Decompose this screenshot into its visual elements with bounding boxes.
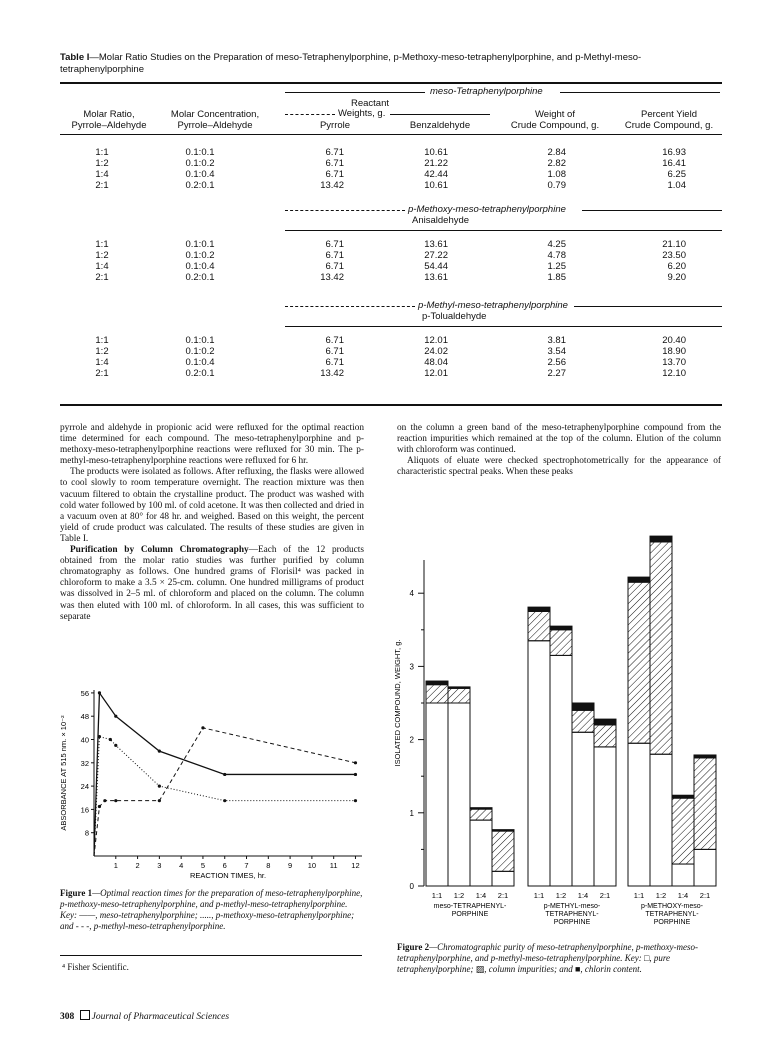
sec3-bottom-rule bbox=[285, 326, 722, 327]
table-cell-conc: 0.1:0.2 bbox=[185, 158, 215, 169]
table-cell-aldehyde: 24.02 bbox=[424, 346, 448, 357]
bar-chlorin bbox=[572, 703, 594, 710]
left-para-2: The products were isolated as follows. After refluxing, the flasks were allowed to cool slowly to room temperature overnight. The reaction mixture was then vacuum filtered to obtain the crystalline product. The product was washed with cold water followed by 100 ml. of cold acetone. It was then collected and dried in a vacuum oven at 80° for 48 hr. and weighed. Based on this weight, the percent yield of crude product was calculated. The results of these studies are given in Table I. bbox=[60, 467, 364, 544]
x-tick-label: 6 bbox=[222, 861, 227, 870]
table-cell-pyrrole: 13.42 bbox=[320, 272, 344, 283]
col-benzaldehyde: Benzaldehyde bbox=[409, 120, 471, 131]
x-tick-label: 2 bbox=[135, 861, 140, 870]
bar-chlorin bbox=[694, 755, 716, 758]
table-cell-yield: 12.10 bbox=[662, 368, 686, 379]
bar-chlorin bbox=[650, 536, 672, 542]
table-cell-aldehyde: 10.61 bbox=[424, 147, 448, 158]
table-cell-weight: 2.82 bbox=[547, 158, 566, 169]
table-cell-weight: 2.27 bbox=[547, 368, 566, 379]
series-line-dotted bbox=[94, 737, 355, 856]
y-axis-title: ABSORBANCE AT 515 nm. × 10⁻² bbox=[59, 715, 68, 831]
table-cell-conc: 0.1:0.1 bbox=[185, 335, 215, 346]
category-label: 1:4 bbox=[475, 891, 487, 900]
table-cell-aldehyde: 13.61 bbox=[424, 239, 448, 250]
table-cell-aldehyde: 12.01 bbox=[424, 335, 448, 346]
col-conc-2: Pyrrole–Aldehyde bbox=[177, 120, 253, 131]
data-point bbox=[354, 761, 357, 764]
table-cell-yield: 13.70 bbox=[662, 357, 686, 368]
y-tick-label: 16 bbox=[80, 805, 89, 815]
page-number: 308 bbox=[60, 1012, 75, 1022]
table-cell-weight: 2.84 bbox=[547, 147, 566, 158]
section-heading-purification: Purification by Column Chromatography bbox=[70, 545, 249, 556]
group-label: p-METHYL-meso- bbox=[543, 903, 601, 910]
table-cell-ratio: 1:1 bbox=[95, 335, 109, 346]
figure-2-chart bbox=[378, 500, 724, 945]
table-cell-aldehyde: 48.04 bbox=[424, 357, 448, 368]
data-point bbox=[98, 735, 101, 738]
bar-pure bbox=[650, 754, 672, 886]
table-cell-aldehyde: 42.44 bbox=[424, 169, 448, 180]
bar-chlorin bbox=[550, 626, 572, 630]
bar-chlorin bbox=[672, 795, 694, 798]
figure-1-chart bbox=[56, 688, 370, 888]
table-cell-ratio: 1:2 bbox=[95, 158, 109, 169]
table-caption bbox=[60, 52, 720, 76]
sec2-rule-right bbox=[582, 210, 722, 211]
table-cell-ratio: 1:2 bbox=[95, 346, 109, 357]
data-point bbox=[158, 785, 161, 788]
table-cell-pyrrole: 6.71 bbox=[325, 169, 344, 180]
table-cell-conc: 0.1:0.2 bbox=[185, 346, 215, 357]
table-cell-ratio: 2:1 bbox=[95, 272, 109, 283]
y-tick-label: 8 bbox=[84, 828, 89, 838]
figure-1-caption-text: —Optimal reaction times for the preparation of meso-tetraphenylporphine, p-methoxy-meso-tetraphenylporphine, and p-methyl-meso-tetraphenylporphine. Key: ——, meso-tetraphenylporphine; ....., p-methoxy-meso-tetraphenylporphine; and - - -, p-methyl-meso-tetraphenylporphine. bbox=[60, 888, 363, 931]
table-cell-yield: 6.25 bbox=[667, 169, 686, 180]
category-label: 2:1 bbox=[599, 891, 611, 900]
col-conc-1: Molar Concentration, bbox=[170, 109, 260, 120]
group-label: PORPHINE bbox=[553, 919, 591, 926]
data-point bbox=[98, 805, 101, 808]
table-cell-weight: 0.79 bbox=[547, 180, 566, 191]
bar-chlorin bbox=[470, 808, 492, 809]
category-label: 1:2 bbox=[655, 891, 667, 900]
data-point bbox=[201, 726, 204, 729]
table-cell-conc: 0.1:0.4 bbox=[185, 357, 215, 368]
table-cell-conc: 0.2:0.1 bbox=[185, 272, 215, 283]
col-weight-2: Crude Compound, g. bbox=[510, 120, 600, 131]
sec2-bottom-rule bbox=[285, 230, 722, 231]
bar-pure bbox=[426, 703, 448, 886]
data-point bbox=[354, 799, 357, 802]
x-tick-label: 9 bbox=[288, 861, 293, 870]
journal-name: Journal of Pharmaceutical Sciences bbox=[91, 1012, 230, 1022]
x-tick-label: 10 bbox=[307, 861, 317, 870]
table-cell-aldehyde: 10.61 bbox=[424, 180, 448, 191]
table-cell-yield: 6.20 bbox=[667, 261, 686, 272]
reactant-label: Reactant bbox=[350, 98, 390, 109]
data-point bbox=[98, 691, 101, 694]
section-title-methyl: p-Methyl-meso-tetraphenylporphine bbox=[418, 300, 568, 311]
table-cell-yield: 16.93 bbox=[662, 147, 686, 158]
bar-pure bbox=[492, 871, 514, 886]
page-footer bbox=[60, 1010, 229, 1022]
table-top-rule bbox=[60, 82, 722, 84]
table-cell-ratio: 1:1 bbox=[95, 239, 109, 250]
sec2-rule-left bbox=[285, 210, 405, 211]
figure-2-label: Figure 2 bbox=[397, 942, 430, 952]
table-cell-aldehyde: 13.61 bbox=[424, 272, 448, 283]
bar-impurities bbox=[550, 630, 572, 656]
y-tick-label: 24 bbox=[80, 782, 89, 792]
left-para-1: pyrrole and aldehyde in propionic acid were refluxed for the optimal reaction time determined for each compound. The meso-tetraphenylporphine and p-methoxy-meso-tetraphenylporphine reactions were refluxed for 30 min. The p-methyl-meso-tetraphenylporphine reactions were refluxed for 6 hr. bbox=[60, 423, 364, 467]
bar-chlorin bbox=[492, 830, 514, 831]
table-cell-weight: 2.56 bbox=[547, 357, 566, 368]
sec3-rule-right bbox=[574, 306, 722, 307]
table-cell-weight: 1.85 bbox=[547, 272, 566, 283]
bar-pure bbox=[550, 655, 572, 886]
bar-impurities bbox=[470, 809, 492, 820]
bar-impurities bbox=[448, 688, 470, 703]
category-label: 1:1 bbox=[431, 891, 443, 900]
bar-impurities bbox=[694, 758, 716, 850]
category-label: 2:1 bbox=[699, 891, 711, 900]
bar-chlorin bbox=[628, 577, 650, 582]
table-cell-conc: 0.1:0.1 bbox=[185, 239, 215, 250]
footnote-rule bbox=[60, 955, 362, 956]
group-label: PORPHINE bbox=[653, 919, 691, 926]
table-caption-text: —Molar Ratio Studies on the Preparation of meso-Tetraphenylporphine, p-Methoxy-meso-tetraphenylporphine, and p-Methyl-meso-tetraphenylporphine bbox=[60, 52, 642, 75]
table-cell-aldehyde: 12.01 bbox=[424, 368, 448, 379]
figure-2-caption-text: —Chromatographic purity of meso-tetraphenylporphine, p-methoxy-meso-tetraphenylporphine, and p-methyl-meso-tetraphenylporphine. Key: □, pure tetraphenylporphine; ▨, column impurities; and ■, chlorin content. bbox=[397, 942, 698, 974]
bar-impurities bbox=[528, 612, 550, 641]
bar-impurities bbox=[650, 542, 672, 754]
group-label: TETRAPHENYL- bbox=[545, 911, 599, 918]
table-cell-weight: 1.25 bbox=[547, 261, 566, 272]
figure-2-caption bbox=[397, 942, 721, 975]
bar-impurities bbox=[492, 831, 514, 871]
group-label: PORPHINE bbox=[451, 911, 489, 918]
table-cell-pyrrole: 6.71 bbox=[325, 147, 344, 158]
col-ratio-2: Pyrrole–Aldehyde bbox=[71, 120, 147, 131]
right-para-1: on the column a green band of the meso-tetraphenylporphine compound from the reaction impurities which remained at the top of the column. Elution of the column with chloroform was continued. bbox=[397, 423, 721, 456]
x-tick-label: 4 bbox=[179, 861, 184, 870]
bar-impurities bbox=[594, 725, 616, 747]
group-label: TETRAPHENYL- bbox=[645, 911, 699, 918]
col-yield-2: Crude Compound, g. bbox=[624, 120, 714, 131]
weights-label: Weights, g. bbox=[338, 108, 386, 119]
table-cell-aldehyde: 21.22 bbox=[424, 158, 448, 169]
table-cell-yield: 16.41 bbox=[662, 158, 686, 169]
y-tick-label: 2 bbox=[409, 735, 414, 745]
table-cell-conc: 0.2:0.1 bbox=[185, 180, 215, 191]
category-label: 1:1 bbox=[533, 891, 545, 900]
y-tick-label: 48 bbox=[80, 712, 89, 722]
y-tick-label: 3 bbox=[409, 662, 414, 672]
x-tick-label: 8 bbox=[266, 861, 271, 870]
data-point bbox=[114, 744, 117, 747]
data-point bbox=[223, 773, 226, 776]
table-cell-pyrrole: 13.42 bbox=[320, 368, 344, 379]
category-label: 1:1 bbox=[633, 891, 645, 900]
table-cell-weight: 4.25 bbox=[547, 239, 566, 250]
weights-rule-right bbox=[390, 114, 490, 115]
category-label: 1:4 bbox=[577, 891, 589, 900]
footnote: ⁴ Fisher Scientific. bbox=[62, 962, 129, 972]
journal-box-icon bbox=[80, 1010, 90, 1020]
group-label: p-METHOXY-meso- bbox=[641, 903, 703, 910]
group-rule-right bbox=[560, 92, 720, 93]
table-cell-conc: 0.2:0.1 bbox=[185, 368, 215, 379]
bar-impurities bbox=[672, 798, 694, 864]
section-title-methoxy: p-Methoxy-meso-tetraphenylporphine bbox=[408, 204, 566, 215]
bar-impurities bbox=[426, 685, 448, 703]
weights-rule-left bbox=[285, 114, 335, 115]
data-point bbox=[354, 773, 357, 776]
table-cell-conc: 0.1:0.1 bbox=[185, 147, 215, 158]
table-cell-pyrrole: 6.71 bbox=[325, 261, 344, 272]
col-weight-1: Weight of bbox=[535, 109, 575, 120]
table-cell-weight: 3.54 bbox=[547, 346, 566, 357]
table-cell-conc: 0.1:0.4 bbox=[185, 169, 215, 180]
data-point bbox=[109, 738, 112, 741]
table-cell-pyrrole: 6.71 bbox=[325, 158, 344, 169]
bar-pure bbox=[628, 743, 650, 886]
bar-impurities bbox=[628, 582, 650, 743]
col-ratio-1: Molar Ratio, bbox=[83, 109, 135, 120]
bar-impurities bbox=[572, 710, 594, 732]
group-label: meso-TETRAPHENYL- bbox=[433, 903, 507, 910]
table-cell-aldehyde: 27.22 bbox=[424, 250, 448, 261]
x-tick-label: 12 bbox=[351, 861, 360, 870]
data-point bbox=[114, 799, 117, 802]
group-rule-left bbox=[285, 92, 425, 93]
bar-pure bbox=[572, 732, 594, 886]
series-line-dashed bbox=[94, 728, 355, 856]
data-point bbox=[158, 799, 161, 802]
right-para-2: Aliquots of eluate were checked spectrophotometrically for the appearance of characteristic spectral peaks. When these peaks bbox=[397, 456, 721, 478]
table-cell-yield: 1.04 bbox=[667, 180, 686, 191]
bar-chlorin bbox=[426, 681, 448, 685]
sec3-rule-left bbox=[285, 306, 415, 307]
bar-pure bbox=[694, 849, 716, 886]
group-header: meso-Tetraphenylporphine bbox=[430, 86, 543, 97]
y-tick-label: 1 bbox=[409, 808, 414, 818]
x-tick-label: 11 bbox=[329, 861, 338, 870]
data-point bbox=[114, 715, 117, 718]
table-cell-conc: 0.1:0.4 bbox=[185, 261, 215, 272]
x-tick-label: 1 bbox=[113, 861, 118, 870]
x-tick-label: 7 bbox=[244, 861, 249, 870]
table-cell-aldehyde: 54.44 bbox=[424, 261, 448, 272]
x-axis-title: REACTION TIMES, hr. bbox=[189, 871, 267, 880]
right-column-text bbox=[397, 423, 721, 478]
table-cell-ratio: 1:4 bbox=[95, 169, 109, 180]
y-tick-label: 4 bbox=[409, 589, 414, 599]
bar-chlorin bbox=[448, 687, 470, 688]
category-label: 1:4 bbox=[677, 891, 689, 900]
bar-chlorin bbox=[594, 719, 616, 725]
table-cell-ratio: 1:4 bbox=[95, 357, 109, 368]
figure-1-caption bbox=[60, 888, 364, 932]
category-label: 1:2 bbox=[453, 891, 465, 900]
table-cell-weight: 4.78 bbox=[547, 250, 566, 261]
bar-pure bbox=[672, 864, 694, 886]
col-yield-1: Percent Yield bbox=[641, 109, 697, 120]
y-tick-label: 56 bbox=[80, 688, 89, 698]
table-cell-yield: 20.40 bbox=[662, 335, 686, 346]
header-bottom-rule bbox=[60, 134, 722, 135]
data-point bbox=[223, 799, 226, 802]
data-point bbox=[158, 750, 161, 753]
table-cell-weight: 1.08 bbox=[547, 169, 566, 180]
data-point bbox=[103, 799, 106, 802]
table-cell-weight: 3.81 bbox=[547, 335, 566, 346]
table-cell-pyrrole: 6.71 bbox=[325, 357, 344, 368]
bar-pure bbox=[594, 747, 616, 886]
table-cell-ratio: 1:4 bbox=[95, 261, 109, 272]
y-axis-title: ISOLATED COMPOUND, WEIGHT, g. bbox=[393, 639, 402, 767]
section-subtitle-tolualdehyde: p-Tolualdehyde bbox=[422, 311, 487, 322]
table-cell-yield: 18.90 bbox=[662, 346, 686, 357]
y-tick-label: 40 bbox=[80, 735, 89, 745]
figure-1-label: Figure 1 bbox=[60, 888, 93, 898]
table-cell-pyrrole: 6.71 bbox=[325, 346, 344, 357]
table-cell-ratio: 1:1 bbox=[95, 147, 109, 158]
left-para-3: —Each of the 12 products obtained from the molar ratio studies was further purified by column chromatography as follows. One hundred grams of Florisil⁴ was packed in chloroform to make a 3.5 × 25-cm. column. One hundred milligrams of product was dissolved in 2–5 ml. of chloroform and placed on the column. The column was then eluted with 100 ml. of chloroform. In all cases, this was sufficient to separate bbox=[60, 545, 365, 622]
table-caption-label: Table I bbox=[60, 52, 90, 63]
y-tick-label: 0 bbox=[409, 882, 414, 891]
table-cell-yield: 23.50 bbox=[662, 250, 686, 261]
bar-pure bbox=[448, 703, 470, 886]
table-cell-ratio: 1:2 bbox=[95, 250, 109, 261]
bar-pure bbox=[470, 820, 492, 886]
table-cell-ratio: 2:1 bbox=[95, 368, 109, 379]
left-column-text bbox=[60, 423, 364, 623]
section-subtitle-anisaldehyde: Anisaldehyde bbox=[412, 215, 470, 226]
table-cell-pyrrole: 6.71 bbox=[325, 239, 344, 250]
col-pyrrole: Pyrrole bbox=[319, 120, 351, 131]
table-cell-pyrrole: 6.71 bbox=[325, 250, 344, 261]
table-cell-pyrrole: 13.42 bbox=[320, 180, 344, 191]
bar-chlorin bbox=[528, 607, 550, 611]
y-tick-label: 32 bbox=[80, 758, 89, 768]
category-label: 1:2 bbox=[555, 891, 567, 900]
x-tick-label: 5 bbox=[200, 861, 206, 870]
x-tick-label: 3 bbox=[157, 861, 162, 870]
category-label: 2:1 bbox=[497, 891, 509, 900]
table-cell-yield: 21.10 bbox=[662, 239, 686, 250]
table-bottom-rule bbox=[60, 404, 722, 406]
table-cell-pyrrole: 6.71 bbox=[325, 335, 344, 346]
table-cell-yield: 9.20 bbox=[667, 272, 686, 283]
table-cell-conc: 0.1:0.2 bbox=[185, 250, 215, 261]
table-cell-ratio: 2:1 bbox=[95, 180, 109, 191]
bar-pure bbox=[528, 641, 550, 886]
